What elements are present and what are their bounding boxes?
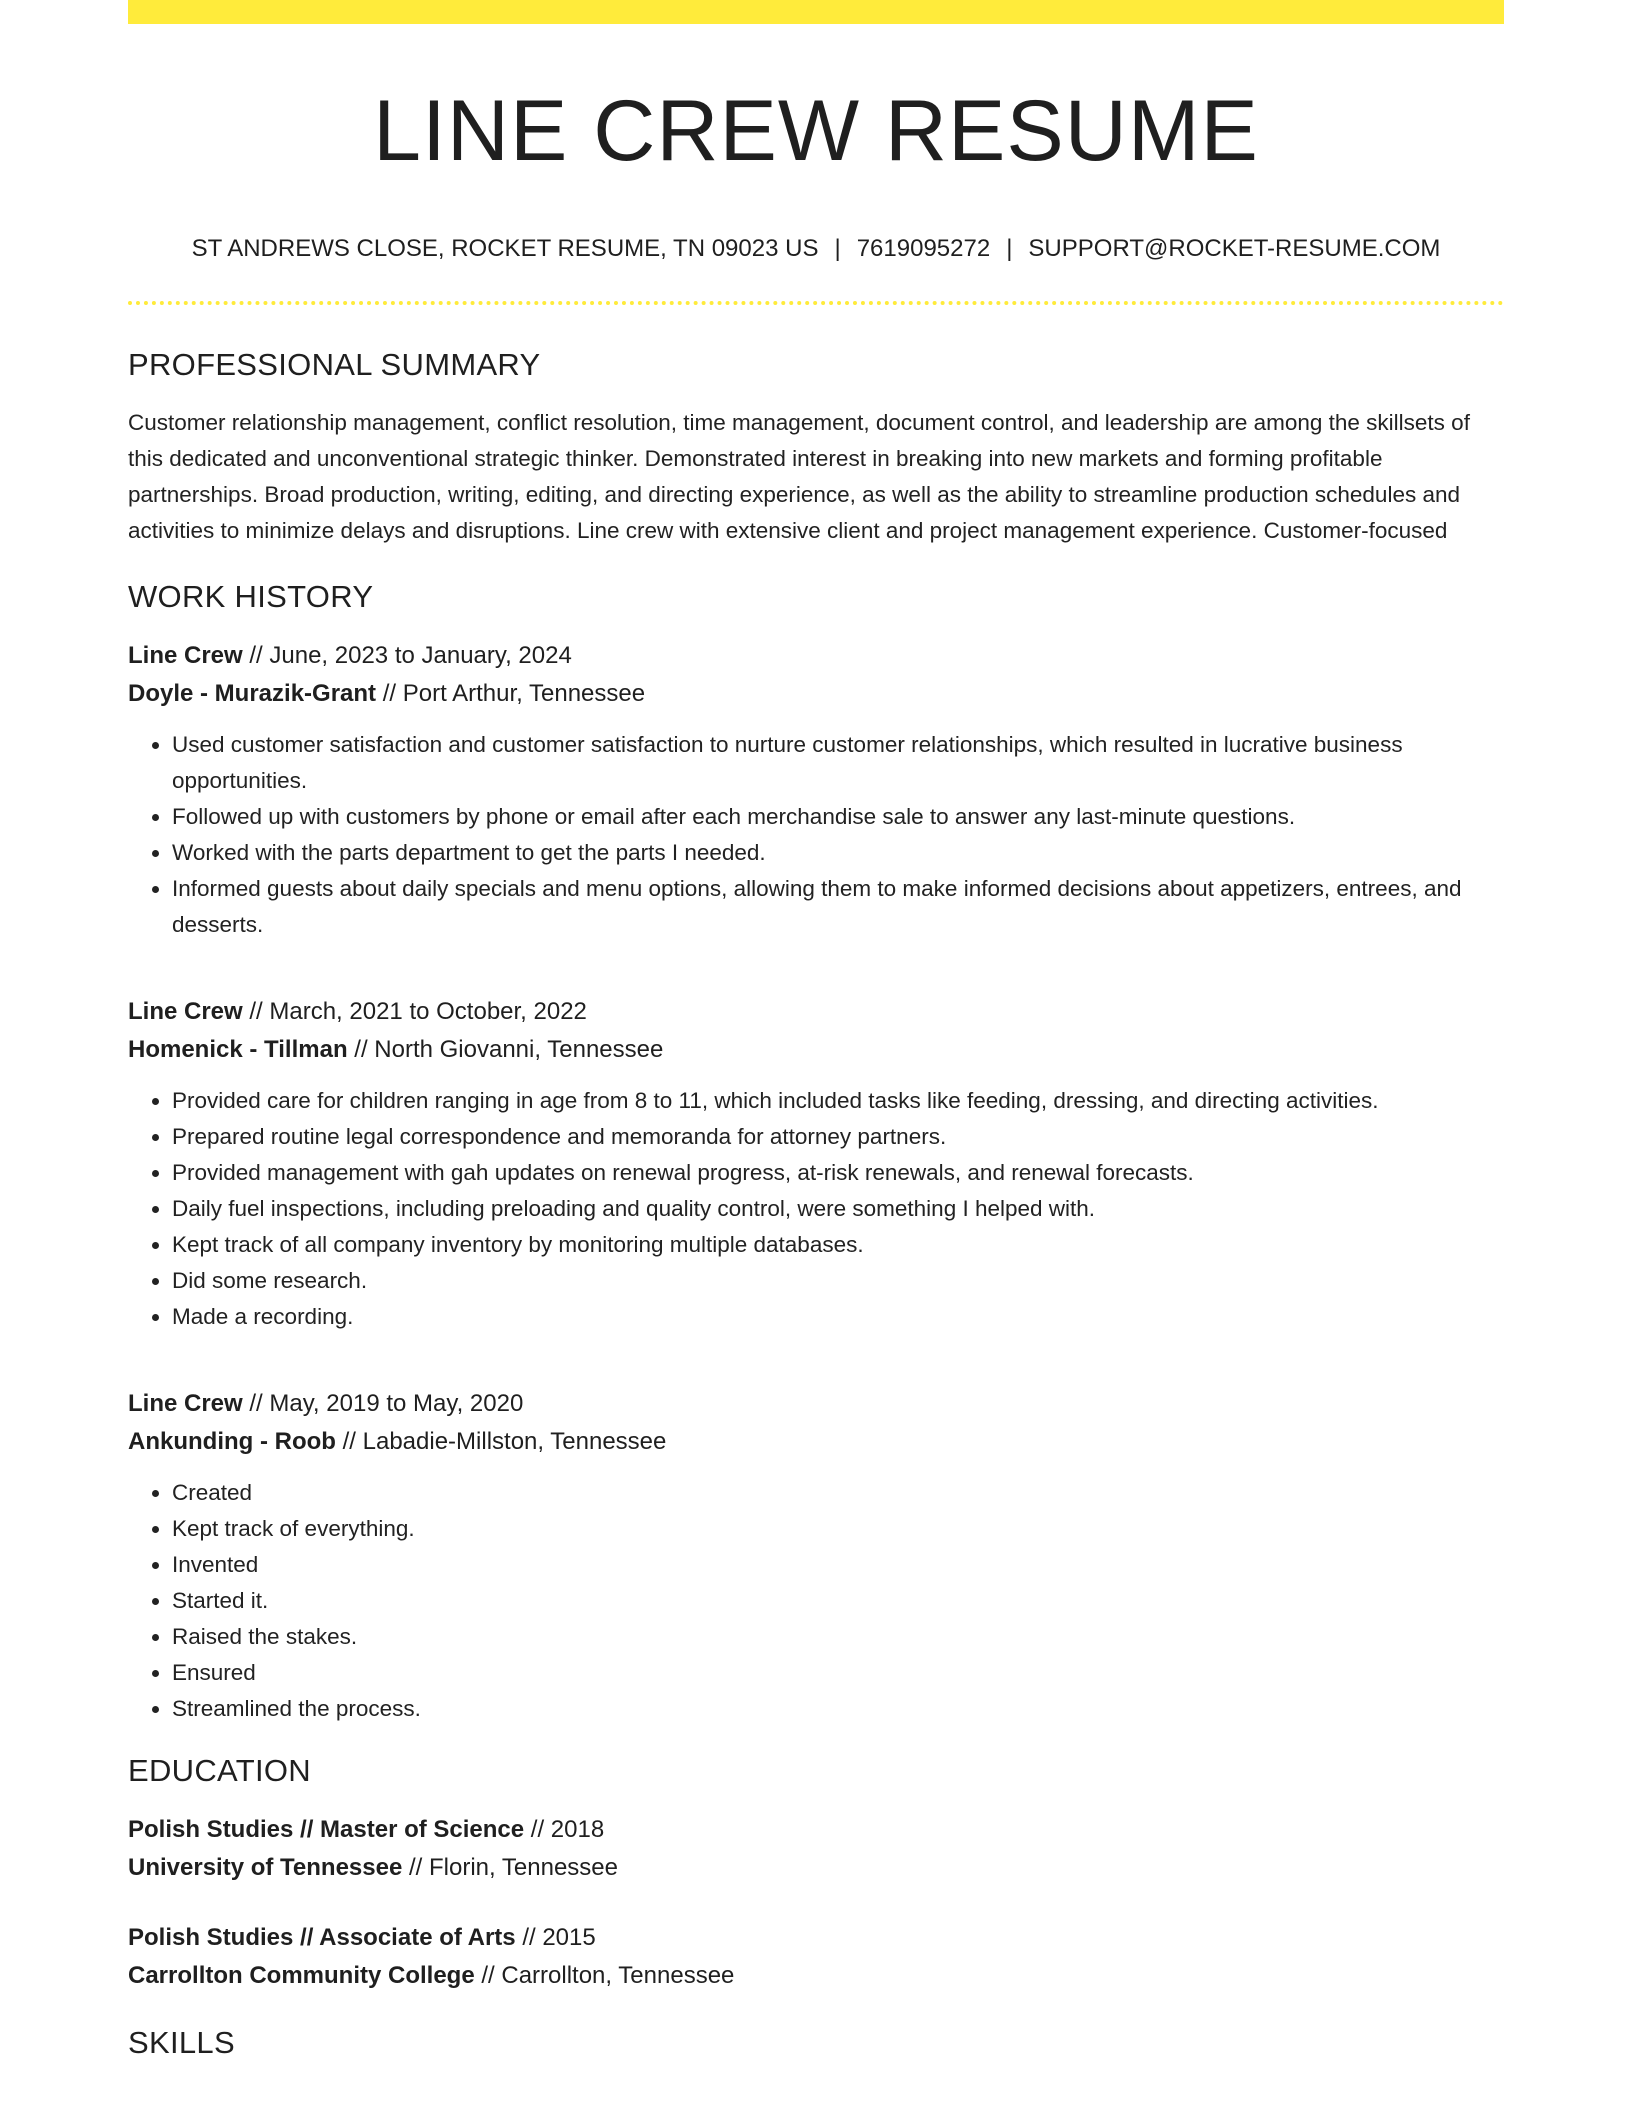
contact-separator: | <box>1006 234 1013 262</box>
job-bullet: • Daily fuel inspections, including preloading and quality control, were something I helped with. <box>172 1191 1504 1227</box>
education-heading: EDUCATION <box>128 1753 311 1789</box>
edu-location: // Florin, Tennessee <box>402 1854 618 1882</box>
job-company-line <box>128 675 1504 713</box>
accent-top-bar <box>128 0 1504 24</box>
job-title: Line Crew <box>128 642 243 670</box>
job-dates: // May, 2019 to May, 2020 <box>242 1390 524 1418</box>
contact-separator: | <box>834 234 841 262</box>
job-dates: // June, 2023 to January, 2024 <box>242 642 572 670</box>
edu-degree-line <box>128 1919 1504 1957</box>
edu-school-line <box>128 1957 1504 1995</box>
job-entry <box>128 637 1504 943</box>
edu-degree: Polish Studies // Master of Science <box>128 1816 525 1844</box>
job-bullet: • Created <box>172 1475 1504 1511</box>
job-bullet: • Kept track of everything. <box>172 1511 1504 1547</box>
work-history-heading: WORK HISTORY <box>128 579 374 615</box>
edu-year: // 2015 <box>515 1924 596 1952</box>
job-bullet: • Informed guests about daily specials and menu options, allowing them to make informed decisions about appetizers, entrees, and desserts. <box>172 871 1504 943</box>
edu-school: University of Tennessee <box>128 1854 403 1882</box>
job-bullet: • Invented <box>172 1547 1504 1583</box>
edu-year: // 2018 <box>524 1816 605 1844</box>
job-title: Line Crew <box>128 998 243 1026</box>
job-bullet: • Provided management with gah updates on renewal progress, at-risk renewals, and renewal forecasts. <box>172 1155 1504 1191</box>
job-bullet: • Streamlined the process. <box>172 1691 1504 1727</box>
job-bullet: • Worked with the parts department to get the parts I needed. <box>172 835 1504 871</box>
resume-title: LINE CREW RESUME <box>373 83 1259 179</box>
job-bullet: • Kept track of all company inventory by monitoring multiple databases. <box>172 1227 1504 1263</box>
contact-address: ST ANDREWS CLOSE, ROCKET RESUME, TN 09023 US <box>191 234 819 262</box>
job-location: // North Giovanni, Tennessee <box>347 1036 664 1064</box>
job-bullet: • Did some research. <box>172 1263 1504 1299</box>
job-company: Ankunding - Roob <box>128 1428 336 1456</box>
job-company: Homenick - Tillman <box>128 1036 348 1064</box>
edu-degree: Polish Studies // Associate of Arts <box>128 1924 516 1952</box>
edu-school-line <box>128 1849 1504 1887</box>
job-entry <box>128 993 1504 1335</box>
contact-email: SUPPORT@ROCKET-RESUME.COM <box>1028 234 1441 262</box>
edu-degree-line <box>128 1811 1504 1849</box>
job-bullet: • Followed up with customers by phone or email after each merchandise sale to answer any last-minute questions. <box>172 799 1504 835</box>
job-bullets <box>128 727 1504 943</box>
summary-text: Customer relationship management, conflict resolution, time management, document control, and leadership are among the skillsets of this dedicated and unconventional strategic thinker. Demonstrated interest in breaking into new markets and forming profitable partnerships. Broad production, writing, editing, and directing experience, as well as the ability to streamline production schedules and activities to minimize delays and disruptions. Line crew with extensive client and project management experience. Customer-focused <box>128 410 1470 544</box>
job-bullet: • Ensured <box>172 1655 1504 1691</box>
edu-location: // Carrollton, Tennessee <box>474 1962 735 1990</box>
contact-line <box>128 235 1504 264</box>
job-title-line <box>128 637 1504 675</box>
job-company-line <box>128 1423 1504 1461</box>
job-bullet: • Prepared routine legal correspondence and memoranda for attorney partners. <box>172 1119 1504 1155</box>
dotted-divider <box>128 301 1504 305</box>
education-entry <box>128 1811 1504 1887</box>
job-title-line <box>128 1385 1504 1423</box>
contact-phone: 7619095272 <box>856 234 991 262</box>
job-dates: // March, 2021 to October, 2022 <box>242 998 587 1026</box>
job-company: Doyle - Murazik-Grant <box>128 680 377 708</box>
job-bullet: • Made a recording. <box>172 1299 1504 1335</box>
job-location: // Port Arthur, Tennessee <box>376 680 646 708</box>
job-location: // Labadie-Millston, Tennessee <box>335 1428 667 1456</box>
job-bullets <box>128 1475 1504 1727</box>
job-company-line <box>128 1031 1504 1069</box>
skills-heading: SKILLS <box>128 2025 235 2061</box>
education-entry <box>128 1919 1504 1995</box>
job-entry <box>128 1385 1504 1727</box>
job-title-line <box>128 993 1504 1031</box>
resume-page <box>128 0 1504 2061</box>
summary-heading: PROFESSIONAL SUMMARY <box>128 347 541 383</box>
job-bullet: • Provided care for children ranging in age from 8 to 11, which included tasks like feeding, dressing, and directing activities. <box>172 1083 1504 1119</box>
job-bullet: • Raised the stakes. <box>172 1619 1504 1655</box>
job-bullet: • Started it. <box>172 1583 1504 1619</box>
job-title: Line Crew <box>128 1390 243 1418</box>
edu-school: Carrollton Community College <box>128 1962 475 1990</box>
job-bullets <box>128 1083 1504 1335</box>
job-bullet: • Used customer satisfaction and customer satisfaction to nurture customer relationships, which resulted in lucrative business opportunities. <box>172 727 1504 799</box>
